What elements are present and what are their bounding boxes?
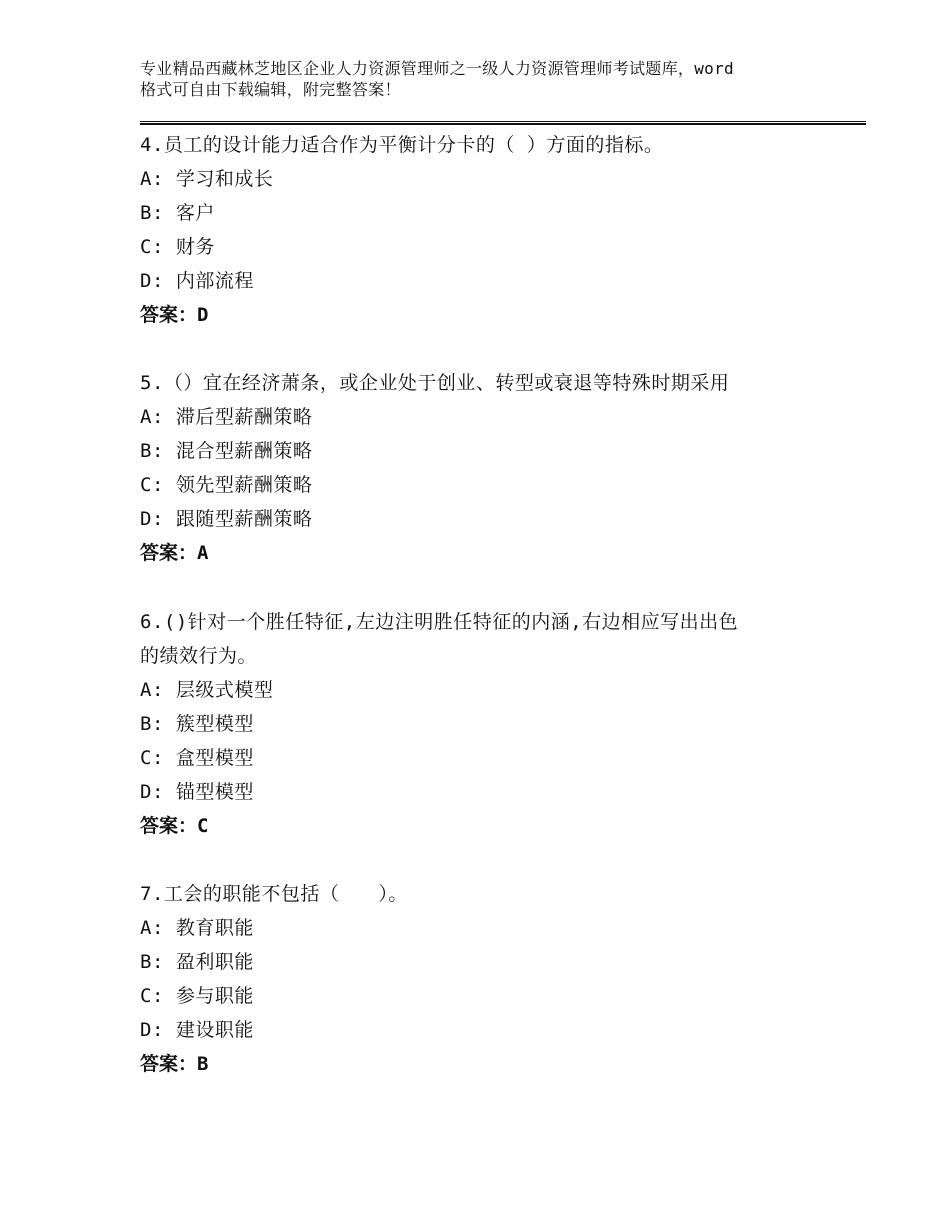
option-c: C: 财务 (140, 236, 215, 258)
answer-value: B (197, 1053, 209, 1075)
option-b: B: 盈利职能 (140, 951, 254, 973)
option-b: B: 簇型模型 (140, 713, 254, 735)
answer-label: 答案： (140, 1053, 198, 1075)
question-7 (140, 877, 840, 1081)
option-a: A: 学习和成长 (140, 168, 274, 190)
answer-line (140, 809, 840, 843)
answer-label: 答案： (140, 304, 198, 326)
option-d: D: 跟随型薪酬策略 (140, 508, 313, 530)
option-c: C: 盒型模型 (140, 747, 254, 769)
answer-label: 答案： (140, 542, 198, 564)
option-a: A: 教育职能 (140, 917, 254, 939)
answer-value: D (197, 304, 209, 326)
option-c: C: 领先型薪酬策略 (140, 474, 313, 496)
question-5 (140, 366, 840, 570)
answer-line (140, 1047, 840, 1081)
question-stem: 4.员工的设计能力适合作为平衡计分卡的（ ）方面的指标。 (140, 134, 664, 156)
question-stem: 7.工会的职能不包括（ ）。 (140, 883, 408, 905)
header-line-1: 专业精品西藏林芝地区企业人力资源管理师之一级人力资源管理师考试题库，word (140, 59, 734, 78)
question-stem: 5.（）宜在经济萧条，或企业处于创业、转型或衰退等特殊时期采用 (140, 372, 730, 394)
answer-value: A (197, 542, 209, 564)
option-b: B: 混合型薪酬策略 (140, 440, 313, 462)
option-d: D: 锚型模型 (140, 781, 254, 803)
option-d: D: 建设职能 (140, 1019, 254, 1041)
answer-line (140, 536, 840, 570)
document-header (140, 58, 840, 100)
header-divider-thick (140, 123, 866, 125)
question-4 (140, 128, 840, 332)
answer-value: C (197, 815, 209, 837)
header-divider-thin (140, 121, 866, 122)
option-b: B: 客户 (140, 202, 215, 224)
option-c: C: 参与职能 (140, 985, 254, 1007)
option-a: A: 滞后型薪酬策略 (140, 406, 313, 428)
answer-label: 答案： (140, 815, 198, 837)
option-d: D: 内部流程 (140, 270, 254, 292)
question-stem-line-2: 的绩效行为。 (140, 645, 258, 667)
header-line-2: 格式可自由下载编辑，附完整答案！ (140, 80, 401, 99)
option-a: A: 层级式模型 (140, 679, 274, 701)
question-6 (140, 605, 840, 843)
question-stem-line-1: 6.()针对一个胜任特征,左边注明胜任特征的内涵,右边相应写出出色 (140, 611, 739, 633)
answer-line (140, 298, 840, 332)
